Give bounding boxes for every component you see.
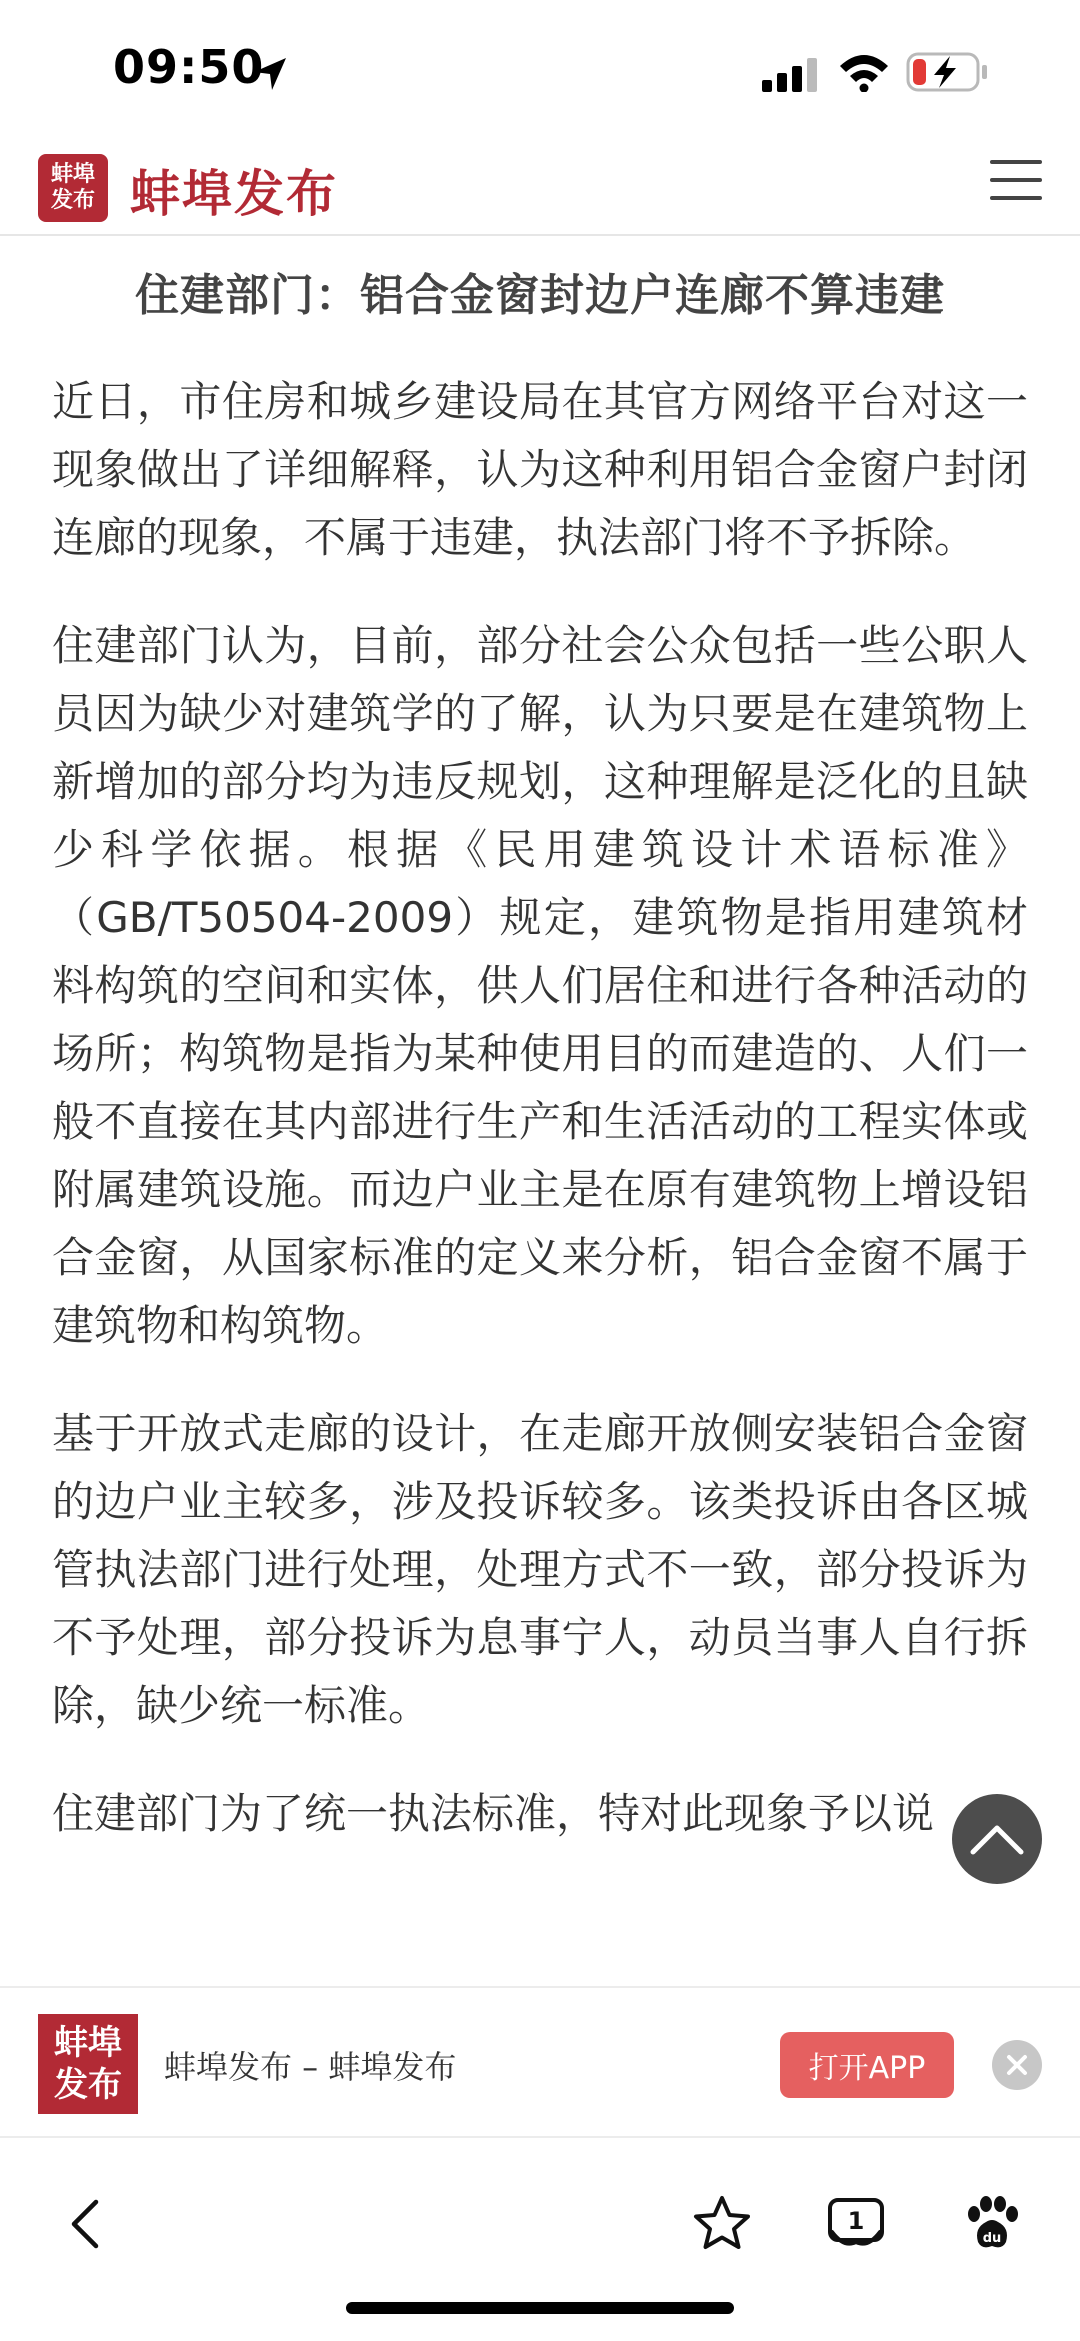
banner-logo: 蚌埠发布 (38, 2014, 138, 2114)
wifi-icon (838, 52, 890, 92)
open-app-button[interactable]: 打开APP (780, 2032, 954, 2098)
status-time: 09:50 (113, 40, 265, 94)
article-paragraph: 住建部门为了统一执法标准，特对此现象予以说 (52, 1789, 935, 1838)
article-paragraph: 基于开放式走廊的设计，在走廊开放侧安装铝合金窗的边户业主较多，涉及投诉较多。该类投诉由各区城管执法部门进行处理，处理方式不一致，部分投诉为不予处理，部分投诉为息事宁人，动员当事人自行拆除，缺少统一标准。 (52, 1409, 1028, 1730)
site-header (0, 140, 1080, 236)
cellular-signal-icon (762, 58, 820, 92)
baidu-paw-icon[interactable] (960, 2192, 1024, 2256)
status-bar (0, 0, 1080, 140)
close-banner-button[interactable] (992, 2040, 1042, 2090)
tab-count: 1 (847, 2207, 865, 2235)
brand-name[interactable]: 蚌埠发布 (130, 165, 338, 223)
battery-charging-icon (906, 50, 988, 94)
article-body (0, 368, 1080, 1848)
article-paragraph: 近日，市住房和城乡建设局在其官方网络平台对这一现象做出了详细解释，认为这种利用铝合金窗户封闭连廊的现象，不属于违建，执法部门将不予拆除。 (52, 377, 1028, 562)
location-arrow-icon (250, 54, 290, 94)
article-paragraph: 住建部门认为，目前，部分社会公众包括一些公职人员因为缺少对建筑学的了解，认为只要是在建筑物上新增加的部分均为违反规划，这种理解是泛化的且缺少科学依据。根据《民用建筑设计术语标准》（GB/T50504-2009）规定，建筑物是指用建筑材料构筑的空间和实体，供人们居住和进行各种活动的场所；构筑物是指为某种使用目的而建造的、人们一般不直接在其内部进行生产和生活活动的工程实体或附属建筑设施。而边户业主是在原有建筑物上增设铝合金窗，从国家标准的定义来分析，铝合金窗不属于建筑物和构筑物。 (52, 621, 1028, 1350)
home-indicator (346, 2302, 734, 2314)
star-icon[interactable] (690, 2192, 754, 2256)
menu-icon[interactable] (990, 160, 1042, 208)
close-icon (1006, 2054, 1028, 2076)
svg-text:du: du (982, 2231, 1002, 2246)
article-title: 住建部门：铝合金窗封边户连廊不算违建 (135, 270, 945, 321)
browser-toolbar (0, 2138, 1080, 2341)
reader-icon[interactable] (824, 2192, 888, 2256)
app-download-banner (0, 1986, 1080, 2138)
back-icon[interactable] (56, 2192, 120, 2256)
site-logo[interactable]: 蚌埠发布 (38, 154, 108, 222)
article (0, 236, 1080, 1986)
chevron-up-icon (969, 1822, 1025, 1856)
scroll-to-top-button[interactable] (952, 1794, 1042, 1884)
banner-text: 蚌埠发布 – 蚌埠发布 (164, 2048, 457, 2086)
